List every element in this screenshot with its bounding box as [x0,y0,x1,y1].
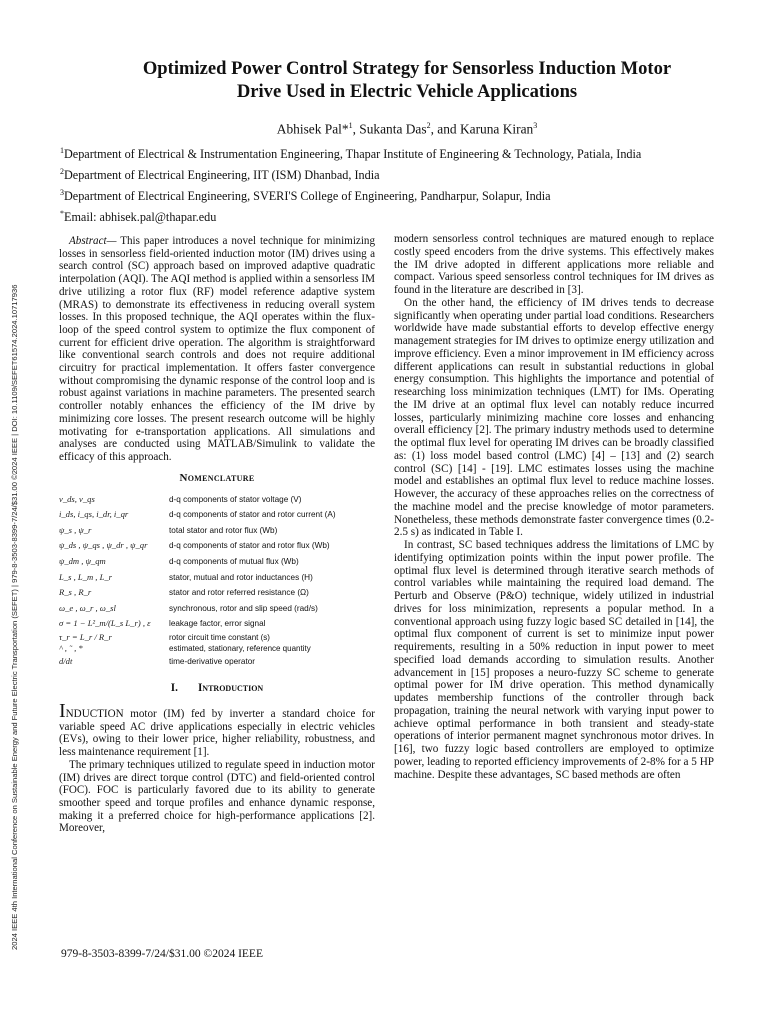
abstract-lead: Abstract— [69,235,117,247]
section-heading-introduction: I. Introduction [170,682,264,695]
conference-doi-sidebar: 2024 IEEE 4th International Conference on Sustainable Energy and Future Electric Transportation (SEFET) | 979-8-3503-8399-7/24/$31.00 ©2024 IEEE | DOI: 10.1109/SEFET61574.2024.10717936 [10,284,19,950]
paper-title [60,57,754,103]
nomenclature-row: ψ_ds , ψ_qs , ψ_dr , ψ_qr d-q components of stator and rotor flux (Wb) [59,540,330,551]
abstract-text: This paper introduces a novel technique for minimizing losses in sensorless field-oriented induction motor (IM) drives using a search control (SC) approach based on improved adaptive quadratic interpolation (AQI). The AQI method is applied within a sensorless IM drive utilizing a rotor flux (RF) model reference adaptive system (MRAS) to demonstrate its effectiveness in reducing overall system losses. In this proposed technique, the AQI operates within the flux-loop of the speed control system to optimize the flux component of current for efficient drive operation. The algorithm is straightforward like conventional search controls and does not require additional circuitry for practical implementation. It offers faster convergence without compromising the dynamic response of the control loop and is robust against variations in machine parameters. The presented search controller notably enhances the efficiency of the IM drive by minimizing core losses. The present research outcome will be highly motivating for e-transportation applications. All simulations and analyses are conducted using MATLAB/Simulink to validate the efficacy of this approach. [59,235,375,463]
right-paragraph-2: On the other hand, the efficiency of IM drives tends to decrease significantly when operating under partial load conditions. Researchers worldwide have made substantial efforts to develop effective energy management strategies for IM drives to optimize energy utilization and improve efficiency. Even a minor improvement in IM efficiency across different applications can result in substantial reductions in global energy consumption. This highlights the importance and potential of researching loss minimization techniques (LMT) for IMs. Operating the IM drive at an optimal flux level can notably reduce incurred losses, particularly minimizing machine core losses and enhancing overall efficiency [2]. The primary industry methods used to determine the optimal flux level for operating IM drives can be broadly classified as: (1) loss model based control (LMC) [4] – [13] and (2) search control (SC) [14] - [19]. LMC estimates losses using the machine model and establishes an optimal flux level to reduce machine losses. However, the accuracy of these approaches relies on the correctness of the machine model and the precise knowledge of motor parameters. Nonetheless, these methods demonstrate faster convergence times (0.2-2.5 s) as indicated in Table I. [394,296,714,539]
nomenclature-row: R_s , R_r stator and rotor referred resistance (Ω) [59,587,309,598]
nomenclature-row: ψ_s , ψ_r total stator and rotor flux (Wb) [59,524,278,535]
nomenclature-row: τ_r = L_r / R_r rotor circuit time constant (s) [59,631,270,642]
nomenclature-row: v_ds, v_qs d-q components of stator voltage (V) [59,493,302,504]
left-column [59,235,375,835]
title-line-2: Drive Used in Electric Vehicle Applications [236,81,578,102]
nomenclature-row: L_s , L_m , L_r stator, mutual and rotor inductances (H) [59,571,313,582]
intro-paragraph-2: The primary techniques utilized to regulate speed in induction motor (IM) drives are direct torque control (DTC) and field-oriented control (FOC). FOC is particularly favored due to its ability to generate smoother speed and torque profiles and enhance dynamic response, making it a preferred choice for high-performance applications [2]. Moreover, [59,758,375,835]
drop-cap: I [59,700,66,722]
title-line-1: Optimized Power Control Strategy for Sensorless Induction Motor [142,58,672,79]
right-paragraph-3: In contrast, SC based techniques address the limitations of LMC by identifying optimization points within the input power profile. The optimal flux level is determined through iterative search methods of control variables while maintaining the required load demand. The Perturb and Observe (P&O) technique, widely utilized in industrial drives for loss minimization, represents a popular method. In a conventional approach using fuzzy logic based SC detailed in [14], the optimal flux component of current is set to minimize input power requirements, resulting in a 50% reduction in input power to meet specified load demands according to simulation results. Another advancement in [15] proposes a neuro-fuzzy SC scheme to generate optimal power for IM drive operation. This method dynamically updates membership functions of the controller through back propagation, training the neural network with varying input power to achieve optimal performance in both transient and steady-state operations of interior permanent magnet synchronous motor drives. In [16], two fuzzy logic based controllers are employed to optimize power, leading to reported efficiency improvements of 2-8% for a 5 HP machine. Despite these advantages, SC based methods are often [394,539,714,781]
author-1: Abhisek Pal* [276,121,349,137]
nomenclature-row: σ = 1 − L²_m/(L_s L_r) , ε leakage factor, error signal [59,618,266,629]
right-column [394,233,714,781]
email: *Email: abhisek.pal@thapar.edu [60,209,217,225]
nomenclature-row: ω_e , ω_r , ω_sl synchronous, rotor and slip speed (rad/s) [59,602,318,613]
nomenclature-row: ^ , ˜ , * estimated, stationary, reference quantity [59,642,311,653]
nomenclature-row: ψ_dm , ψ_qm d-q components of mutual flux (Wb) [59,556,299,567]
affiliation-3: $^3$Department of Electrical Engineering, SVERI'S College of Engineering, Pandharpur, Solapur, India [60,188,551,204]
right-paragraph-1: modern sensorless control techniques are matured enough to replace costly speed encoders from the drive systems. This effectively makes the IM drive adopted in different applications more reliable and compact. Various speed sensorless control techniques for IM drives as found in the literature are described in [3]. [394,233,714,296]
copyright-footer: 979-8-3503-8399-7/24/$31.00 ©2024 IEEE [61,948,263,960]
nomenclature-row: d/dt time-derivative operator [59,656,256,666]
abstract [59,235,375,464]
nomenclature-heading: Nomenclature [179,471,255,484]
affiliation-2: $^2$Department of Electrical Engineering, IIT (ISM) Dhanbad, India [60,167,380,183]
author-list: Abhisek Pal*$^1$, Sukanta Das$^2$, and Karuna Kiran$^3$ [276,121,538,137]
affiliation-1: $^1$Department of Electrical & Instrumentation Engineering, Thapar Institute of Engineering & Technology, Patiala, India [60,146,642,162]
affiliations [60,142,700,226]
nomenclature-row: i_ds, i_qs, i_dr, i_qr d-q components of stator and rotor current (A) [59,509,336,520]
intro-paragraph-1: INDUCTION motor (IM) fed by inverter a standard choice for variable speed AC drive applications especially in electric vehicles (EVs), owing to their lower price, higher reliability, robustness, and less maintenance requirement [1]. [59,700,375,759]
introduction-text [59,700,375,835]
nomenclature-table [59,491,375,669]
